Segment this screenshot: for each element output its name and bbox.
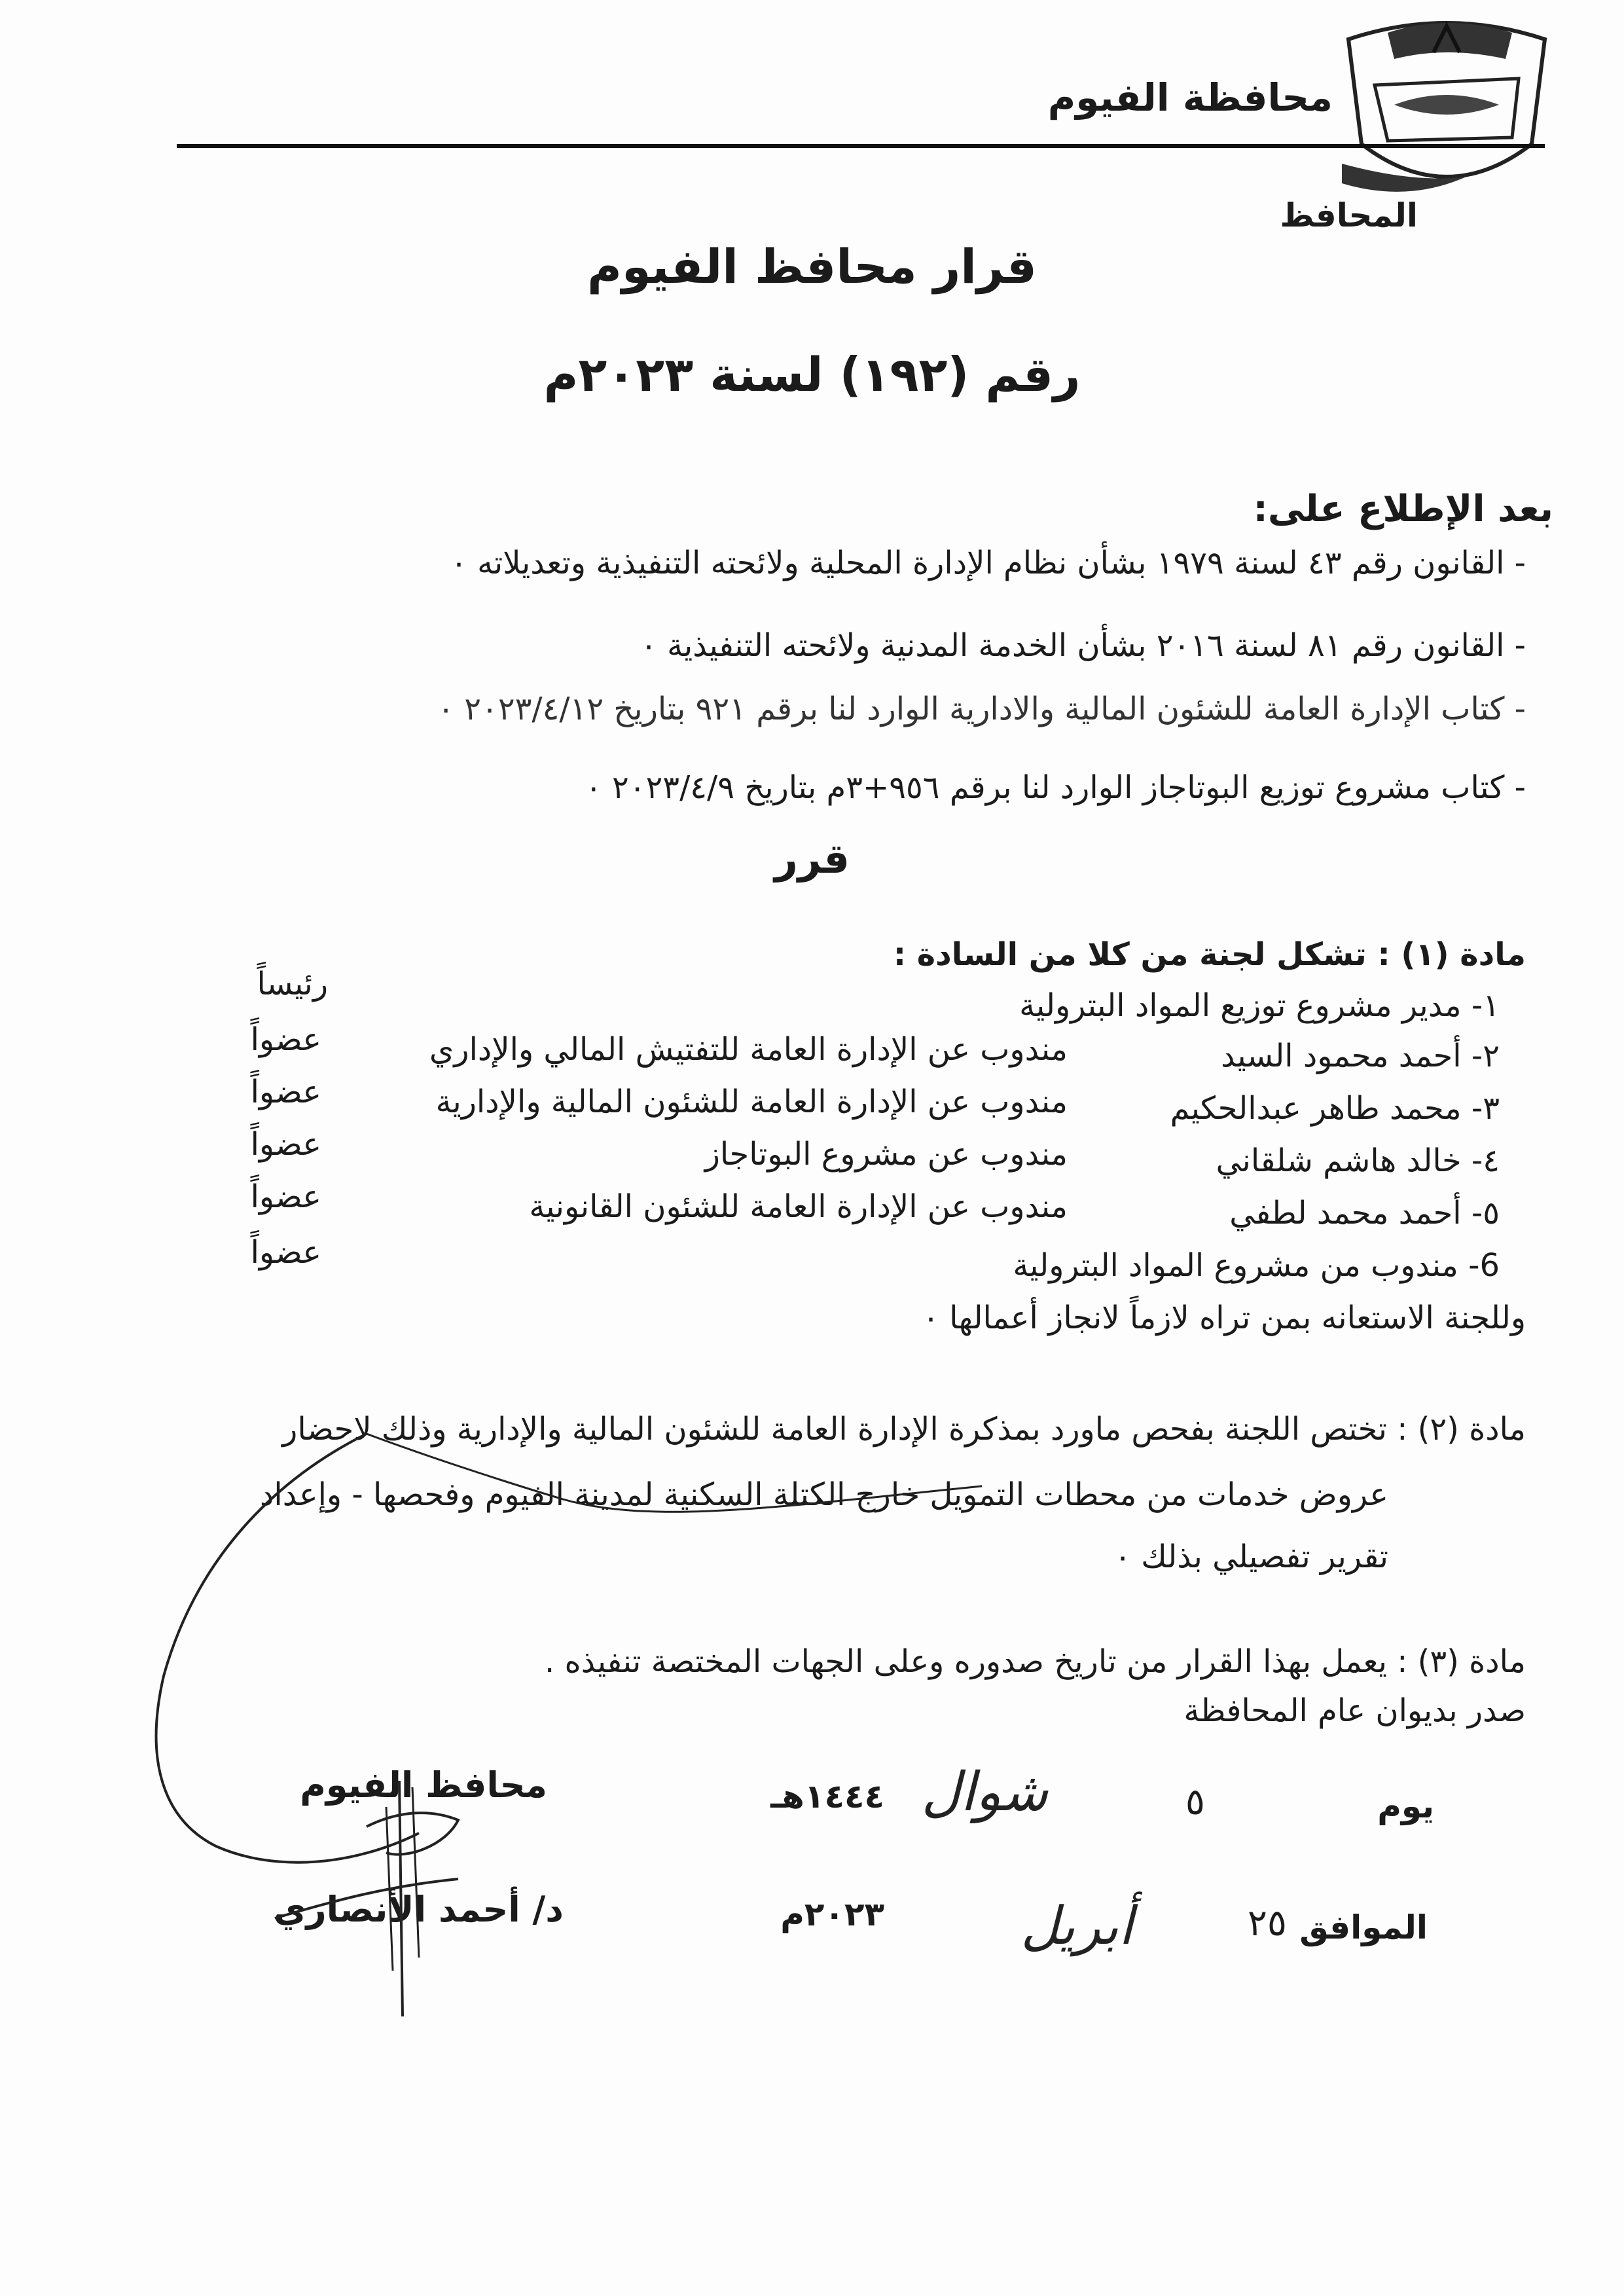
member-role: عضواً bbox=[250, 1074, 321, 1110]
preamble-item: - القانون رقم ٨١ لسنة ٢٠١٦ بشأن الخدمة المدنية ولائحته التنفيذية ٠ bbox=[640, 627, 1526, 664]
member-representing: مندوب عن الإدارة العامة للشئون القانونية bbox=[529, 1188, 1068, 1225]
preamble-item: - كتاب مشروع توزيع البوتاجاز الوارد لنا برقم ٩٥٦+٣م بتاريخ ٢٠٢٣/٤/٩ ٠ bbox=[585, 769, 1526, 806]
article2-line: عروض خدمات من محطات التمويل خارج الكتلة السكنية لمدينة الفيوم وفحصها - وإعداد bbox=[260, 1476, 1388, 1513]
preamble-item: - القانون رقم ٤٣ لسنة ١٩٧٩ بشأن نظام الإدارة المحلية ولائحته التنفيذية وتعديلاته ٠ bbox=[450, 545, 1526, 581]
article2-line: مادة (٢) : تختص اللجنة بفحص ماورد بمذكرة الإدارة العامة للشئون المالية والإدارية وذلك لاحضار bbox=[282, 1411, 1526, 1448]
office-label: المحافظ bbox=[1280, 196, 1418, 234]
hijri-day: ٥ bbox=[1185, 1781, 1205, 1823]
governorate-seal-logo bbox=[1335, 13, 1558, 203]
governorate-name: محافظة الفيوم bbox=[1047, 75, 1333, 120]
member-representing: مندوب عن الإدارة العامة للشئون المالية والإدارية bbox=[435, 1084, 1068, 1120]
agreeing-label: الموافق bbox=[1299, 1908, 1428, 1946]
decree-number: رقم (١٩٢) لسنة ٢٠٢٣م bbox=[543, 347, 1081, 402]
hijri-year: ١٤٤٤هـ bbox=[770, 1777, 884, 1815]
member-name: ٥- أحمد محمد لطفي bbox=[1229, 1195, 1500, 1231]
member-name: 6- مندوب من مشروع المواد البترولية bbox=[1013, 1247, 1500, 1284]
day-label: يوم bbox=[1377, 1787, 1434, 1825]
article1-note: وللجنة الاستعانه بمن تراه لازماً لانجاز أعمالها ٠ bbox=[922, 1300, 1526, 1336]
issued-line: صدر بديوان عام المحافظة bbox=[1183, 1692, 1526, 1729]
greg-year: ٢٠٢٣م bbox=[780, 1895, 884, 1933]
greg-month: أبريل bbox=[1020, 1895, 1133, 1956]
header-divider bbox=[177, 144, 1545, 148]
article3-line: مادة (٣) : يعمل بهذا القرار من تاريخ صدوره وعلى الجهات المختصة تنفيذه . bbox=[544, 1643, 1526, 1680]
member-role: عضواً bbox=[250, 1178, 321, 1215]
hijri-month: شوال bbox=[921, 1761, 1048, 1823]
member-representing: مندوب عن مشروع البوتاجاز bbox=[704, 1136, 1068, 1173]
member-role: رئيساً bbox=[257, 966, 328, 1002]
signatory-name: د/ أحمد الأنصاري bbox=[274, 1889, 564, 1930]
member-name: ٢- أحمد محمود السيد bbox=[1221, 1038, 1500, 1074]
preamble-item: - كتاب الإدارة العامة للشئون المالية والادارية الوارد لنا برقم ٩٢١ بتاريخ ٢٠٢٣/٤/١٢ ٠ bbox=[437, 691, 1526, 727]
preamble-heading: بعد الإطلاع على: bbox=[1253, 488, 1553, 530]
member-role: عضواً bbox=[250, 1126, 321, 1163]
decision-heading: قرر bbox=[774, 835, 850, 883]
member-name: ٣- محمد طاهر عبدالحكيم bbox=[1170, 1090, 1500, 1127]
signature-title: محافظ الفيوم bbox=[300, 1764, 547, 1806]
greg-day: ٢٥ bbox=[1247, 1902, 1287, 1944]
member-name: ١- مدير مشروع توزيع المواد البترولية bbox=[1019, 987, 1500, 1024]
decree-title: قرار محافظ الفيوم bbox=[587, 239, 1037, 294]
member-representing: مندوب عن الإدارة العامة للتفتيش المالي والإداري bbox=[429, 1031, 1068, 1068]
member-name: ٤- خالد هاشم شلقاني bbox=[1216, 1142, 1500, 1179]
article1-heading: مادة (١) : تشكل لجنة من كلا من السادة : bbox=[893, 936, 1526, 973]
member-role: عضواً bbox=[250, 1021, 321, 1058]
article2-line: تقرير تفصيلي بذلك ٠ bbox=[1114, 1539, 1388, 1575]
member-role: عضواً bbox=[250, 1234, 321, 1271]
